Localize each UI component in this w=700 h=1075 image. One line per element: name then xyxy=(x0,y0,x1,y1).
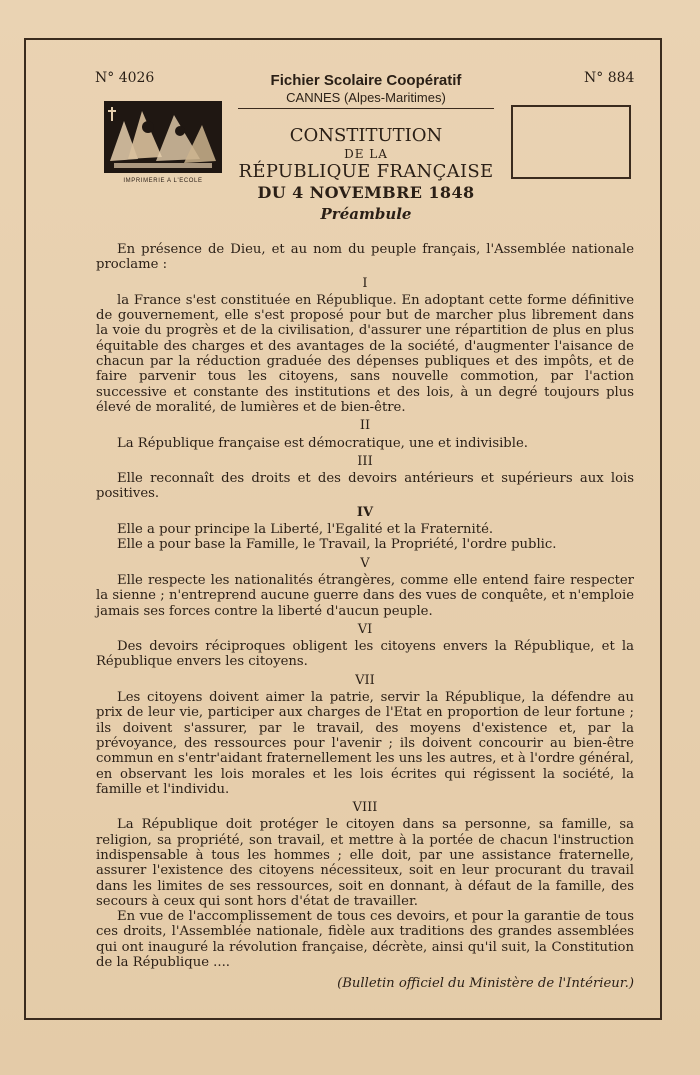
header-rule xyxy=(238,108,494,109)
section-numeral-5: V xyxy=(360,555,370,571)
section-6-paragraph: Des devoirs réciproques obligent les citoyens envers la République, et la République envers les citoyens. xyxy=(96,639,634,670)
section-3-paragraph: Elle reconnaît des droits et des devoirs antérieurs et supérieurs aux lois positives. xyxy=(96,471,634,502)
logo-caption: IMPRIMERIE A L'ECOLE xyxy=(123,178,203,184)
section-4-paragraph-1: Elle a pour principe la Liberté, l'Egalité et la Fraternité. xyxy=(117,522,494,538)
printing-press-logo xyxy=(104,101,222,173)
section-numeral-3: III xyxy=(357,453,373,469)
publisher-name: Fichier Scolaire Coopératif xyxy=(270,72,462,89)
preamble-heading: Préambule xyxy=(320,204,412,223)
document-number-left: N° 4026 xyxy=(95,70,155,86)
section-numeral-8: VIII xyxy=(352,800,378,816)
section-8-paragraph-2: En vue de l'accomplissement de tous ces devoirs, et pour la garantie de tous ces droits, l'Assemblée nationale, fidèle aux traditions des grandes assemblées qui ont inauguré la révolution française, décrète, ainsi qu'il suit, la Constitution de la République .... xyxy=(96,909,634,971)
title-line-3: RÉPUBLIQUE FRANÇAISE xyxy=(238,160,494,182)
title-line-1: CONSTITUTION xyxy=(289,125,443,146)
document-title xyxy=(238,125,494,223)
section-1-paragraph: la France s'est constituée en République. En adoptant cette forme définitive de gouvernement, elle s'est proposé pour but de marcher plus librement dans la voie du progrès et de la civilisation, d'assurer une répartition de plus en plus équitable des charges et des avantages de la société, d'augmenter l'aisance de chacun par la réduction graduée des dépenses publiques et des impôts, et de faire parvenir tous les citoyens, sans nouvelle commotion, par l'action successive et constante des institutions et des lois, à un degré toujours plus élevé de moralité, de lumières et de bien-être. xyxy=(96,292,634,415)
title-line-4: DU 4 NOVEMBRE 1848 xyxy=(257,182,475,202)
section-numeral-4: IV xyxy=(356,504,374,520)
intro-paragraph: En présence de Dieu, et au nom du peuple français, l'Assemblée nationale proclame : xyxy=(96,242,634,273)
empty-stamp-box xyxy=(511,105,631,179)
printing-press-icon xyxy=(104,101,222,173)
section-5-paragraph: Elle respecte les nationalités étrangères, comme elle entend faire respecter la sienne ; n'entreprend aucune guerre dans des vues de conquête, et n'emploie jamais ses forces contre la liberté d'aucun peuple. xyxy=(96,572,634,619)
section-numeral-6: VI xyxy=(357,621,373,637)
title-line-2: DE LA xyxy=(344,146,388,161)
section-numeral-7: VII xyxy=(355,672,375,688)
preamble-text xyxy=(96,242,634,992)
section-7-paragraph: Les citoyens doivent aimer la patrie, servir la République, la défendre au prix de leur vie, participer aux charges de l'Etat en proportion de leur fortune ; ils doivent s'assurer, par le travail, des moyens d'existence et, par la prévoyance, des ressources pour l'avenir ; ils doivent concourir au bien-être commun en s'entr'aidant fraternellement les uns les autres, et à l'ordre général, en observant les lois morales et les lois écrites qui régissent la société, la famille et l'individu. xyxy=(96,690,634,797)
document-number-right: N° 884 xyxy=(584,70,635,86)
section-numeral-1: I xyxy=(362,275,368,291)
section-2-paragraph: La République française est démocratique, une et indivisible. xyxy=(117,435,528,451)
source-citation: (Bulletin officiel du Ministère de l'Intérieur.) xyxy=(337,976,634,992)
publisher-location: CANNES (Alpes-Maritimes) xyxy=(286,90,446,105)
section-8-paragraph-1: La République doit protéger le citoyen dans sa personne, sa famille, sa religion, sa propriété, son travail, et mettre à la portée de chacun l'instruction indispensable à tous les hommes ; elle doit, par une assistance fraternelle, assurer l'existence des citoyens nécessiteux, soit en leur procurant du travail dans les limites de ses ressources, soit en donnant, à défaut de la famille, des secours à ceux qui sont hors d'état de travailler. xyxy=(96,817,634,909)
section-4-paragraph-2: Elle a pour base la Famille, le Travail, la Propriété, l'ordre public. xyxy=(117,537,557,553)
section-numeral-2: II xyxy=(359,418,371,434)
publisher-header xyxy=(238,72,494,106)
